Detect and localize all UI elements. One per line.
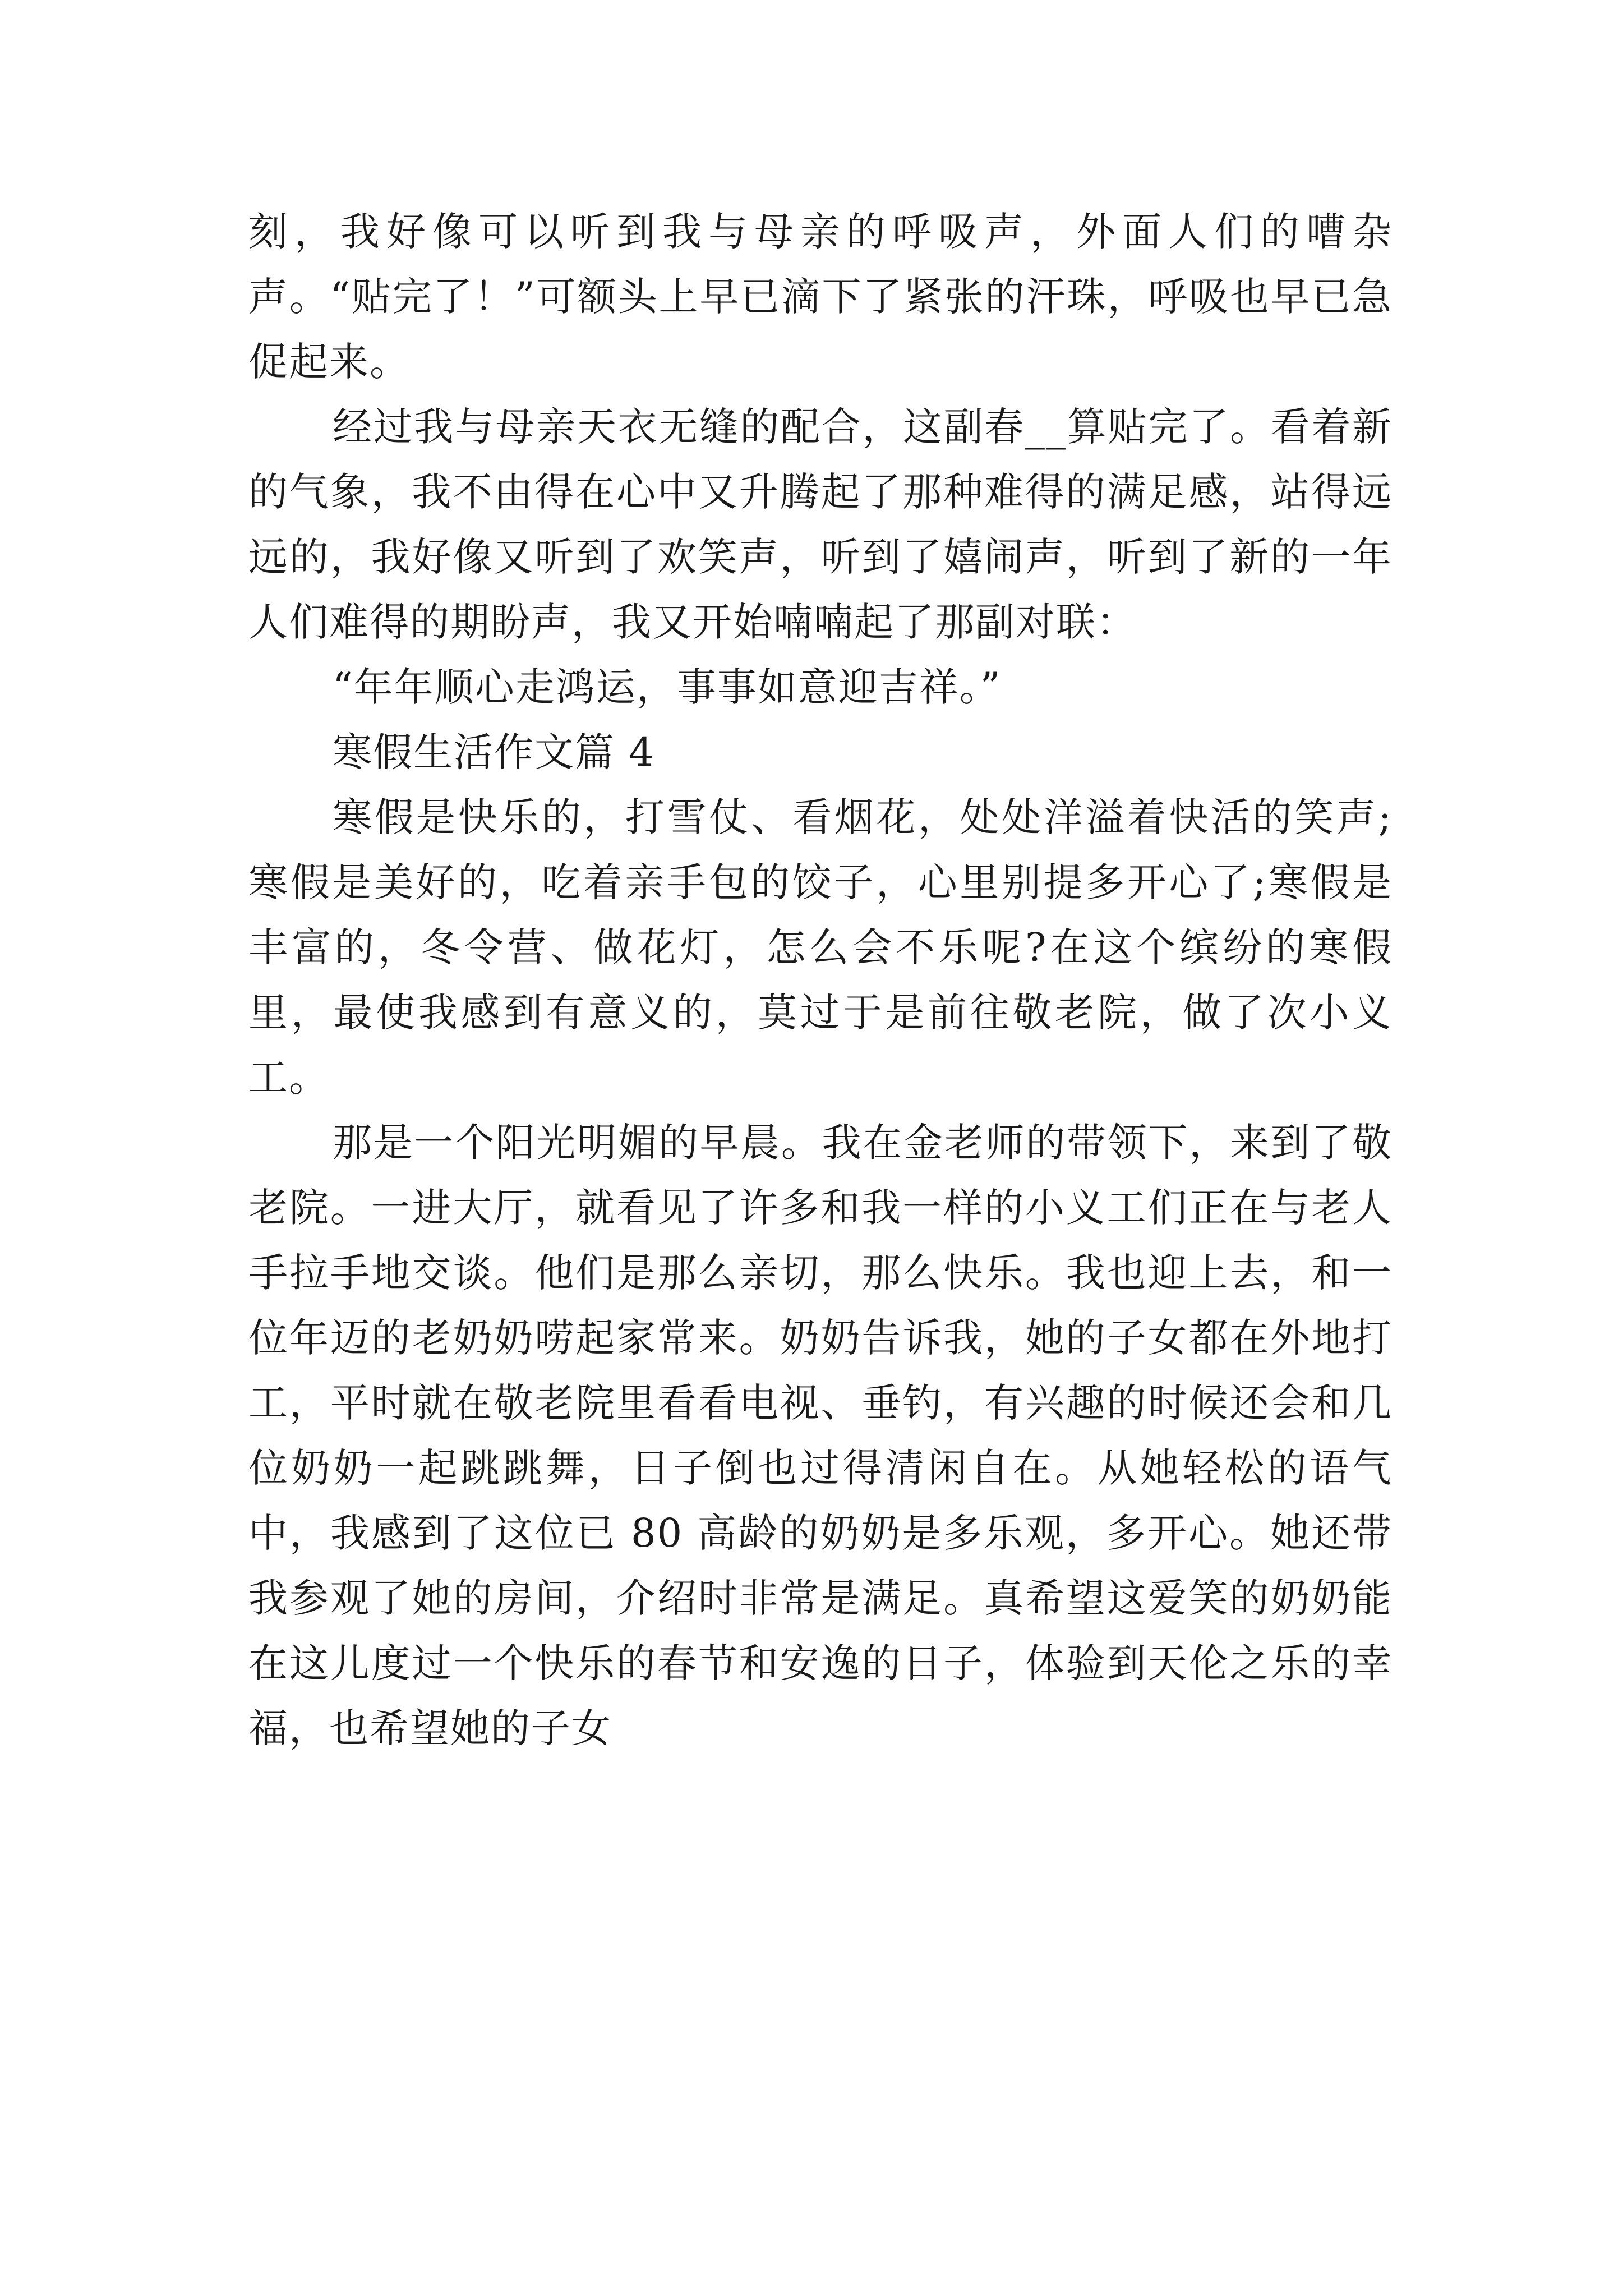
paragraph-nursing-home: 那是一个阳光明媚的早晨。我在金老师的带领下，来到了敬老院。一进大厅，就看见了许多和我一样的小义工们正在与老人手拉手地交谈。他们是那么亲切，那么快乐。我也迎上去，和一位年迈的老奶奶唠起家常来。奶奶告诉我，她的子女都在外地打工，平时就在敬老院里看看电视、垂钓，有兴趣的时候还会和几位奶奶一起跳跳舞，日子倒也过得清闲自在。从她轻松的语气中，我感到了这位已 80 高龄的奶奶是多乐观，多开心。她还带我参观了她的房间，介绍时非常是满足。真希望这爱笑的奶奶能在这儿度过一个快乐的春节和安逸的日子，体验到天伦之乐的幸福，也希望她的子女	[248, 1120, 1393, 1751]
paragraph-couplet-finished: 经过我与母亲天衣无缝的配合，这副春__算贴完了。看着新的气象，我不由得在心中又升腾起了那种难得的满足感，站得远远的，我好像又听到了欢笑声，听到了嬉闹声，听到了新的一年人们难得的期盼声，我又开始喃喃起了那副对联：	[248, 404, 1393, 645]
paragraph-winter-vacation: 寒假是快乐的，打雪仗、看烟花，处处洋溢着快活的笑声;寒假是美好的，吃着亲手包的饺子，心里别提多开心了;寒假是丰富的，冬令营、做花灯，怎么会不乐呢?在这个缤纷的寒假里，最使我感到有意义的，莫过于是前往敬老院，做了次小义工。	[248, 794, 1393, 1101]
article-body	[248, 199, 1393, 1761]
section-heading: 寒假生活作文篇 4	[333, 729, 655, 775]
paragraph-continued: 刻，我好像可以听到我与母亲的呼吸声，外面人们的嘈杂声。“贴完了！”可额头上早已滴下了紧张的汗珠，呼吸也早已急促起来。	[248, 209, 1393, 385]
paragraph-couplet-quote: “年年顺心走鸿运，事事如意迎吉祥。”	[333, 664, 1002, 710]
